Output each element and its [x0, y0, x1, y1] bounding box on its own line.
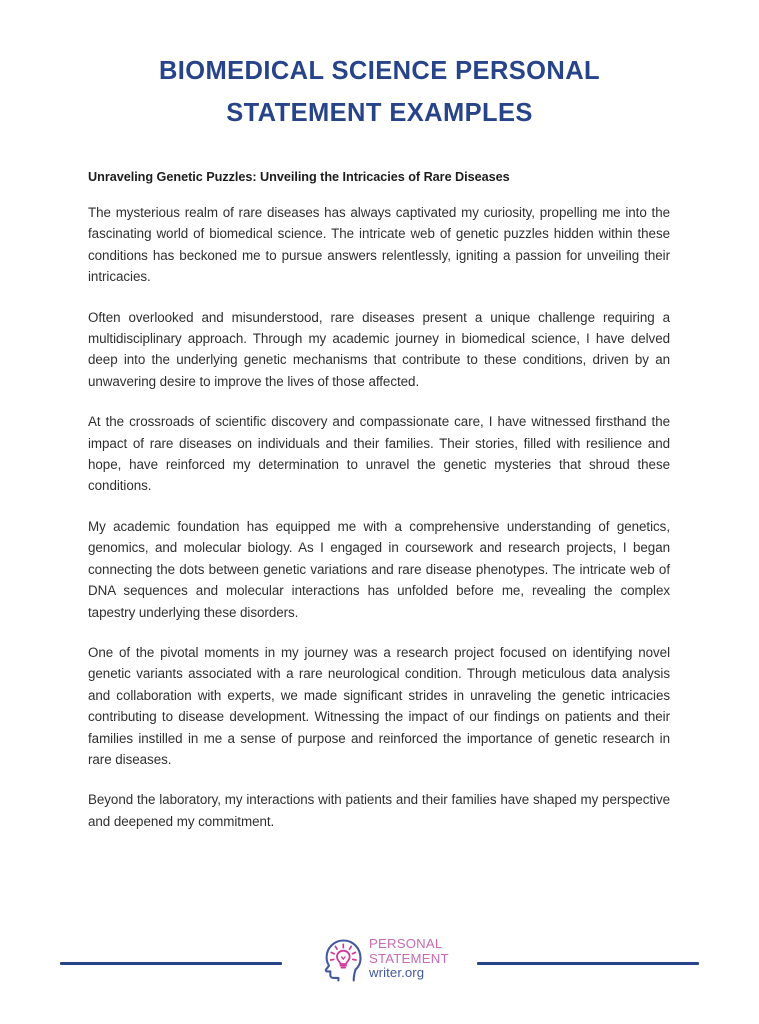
page-title-line-1: BIOMEDICAL SCIENCE PERSONAL: [158, 57, 601, 85]
brand-line-domain: writer.org: [369, 965, 425, 981]
page-footer: [0, 928, 759, 998]
head-lightbulb-icon: [322, 935, 364, 983]
brand-line-statement: STATEMENT: [369, 950, 449, 966]
body-paragraph-4: My academic foundation has equipped me with a comprehensive understanding of genetics, genomics, and molecular biology. As I engaged in coursework and research projects, I began connecting the dots between genetic variations and rare disease phenotypes. The intricate web of DNA sequences and molecular interactions has unfolded before me, revealing the complex tapestry underlying these disorders.: [88, 518, 670, 620]
footer-divider-left: [60, 962, 282, 965]
body-paragraph-1: The mysterious realm of rare diseases has always captivated my curiosity, propelling me into the fascinating world of biomedical science. The intricate web of genetic puzzles hidden within these conditions has beckoned me to pursue answers relentlessly, igniting a passion for unveiling their intricacies.: [88, 205, 670, 285]
section-heading: Unraveling Genetic Puzzles: Unveiling the Intricacies of Rare Diseases: [88, 170, 510, 184]
brand-logo-text: [369, 937, 449, 981]
brand-line-personal: PERSONAL: [369, 936, 443, 952]
page-title-line-2: STATEMENT EXAMPLES: [226, 99, 533, 127]
body-paragraph-3: At the crossroads of scientific discovery and compassionate care, I have witnessed firsthand the impact of rare diseases on individuals and their families. Their stories, filled with resilience and hope, have reinforced my determination to unravel the genetic mysteries that shroud these conditions.: [88, 414, 670, 494]
body-paragraph-6: Beyond the laboratory, my interactions with patients and their families have shaped my perspective and deepened my commitment.: [88, 792, 670, 829]
body-paragraph-5: One of the pivotal moments in my journey was a research project focused on identifying novel genetic variants associated with a rare neurological condition. Through meticulous data analysis and collaboration with experts, we made significant strides in unraveling the genetic intricacies contributing to disease development. Witnessing the impact of our findings on patients and their families instilled in me a sense of purpose and reinforced the importance of genetic research in rare diseases.: [88, 644, 670, 767]
document-body: [88, 168, 670, 832]
footer-divider-right: [477, 962, 699, 965]
page-title: [70, 0, 689, 134]
brand-logo[interactable]: [322, 928, 449, 990]
body-paragraph-2: Often overlooked and misunderstood, rare diseases present a unique challenge requiring a multidisciplinary approach. Through my academic journey in biomedical science, I have delved deep into the underlying genetic mechanisms that contribute to these conditions, driven by an unwavering desire to improve the lives of those affected.: [88, 309, 670, 389]
